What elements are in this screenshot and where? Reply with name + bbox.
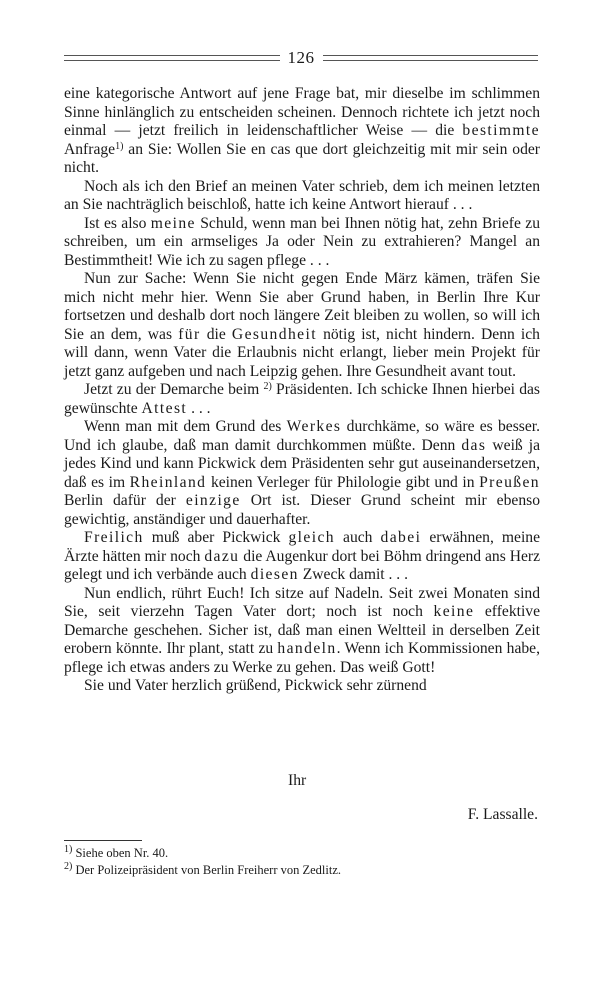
emphasized-text: Rheinland <box>129 473 207 491</box>
emphasized-text: Gesundheit <box>231 325 317 343</box>
footnote <box>64 862 341 879</box>
text-run: muß aber Pickwick <box>143 529 289 546</box>
text-run: Ort ist. Dieser Grund scheint mir ebenso gewichtig, anständiger und dauerhafter. <box>64 492 540 528</box>
paragraph <box>64 585 540 678</box>
closing-line: Sie und Vater herzlich grüßend, Pickwick sehr zürnend <box>84 677 427 694</box>
emphasized-text: Werkes <box>286 418 342 435</box>
emphasized-text: gleich <box>288 529 335 546</box>
emphasized-text: dabei <box>380 529 422 546</box>
header-rule-right <box>323 55 539 61</box>
header-rule-left <box>64 55 280 61</box>
emphasized-text: Preußen <box>479 473 540 491</box>
footnotes <box>64 845 341 879</box>
text-run: Ist es also <box>84 214 151 232</box>
page-header <box>64 46 538 70</box>
text-run: auch <box>335 529 381 546</box>
text-run: effektive Demarche geschehen. Sicher ist, daß man einen Weltteil in derselben Zeit erobern könnte. Ihr plant, statt zu <box>64 603 540 657</box>
paragraph <box>64 85 540 178</box>
text-run: die <box>200 325 232 343</box>
text-run: eine kategorische Antwort auf jene Frage bat, mir dieselbe im schlimmen Sinne hinlänglich zu entscheiden scheinen. Dennoch richtete ich jetzt noch einmal — jetzt freilich in leidenschaftlicher Weise — die <box>64 85 540 139</box>
footnote <box>64 845 341 862</box>
footnote-ref: 1) <box>115 140 124 152</box>
emphasized-text: Attest <box>141 399 188 417</box>
emphasized-text: das <box>461 436 487 454</box>
text-run: erwähnen, meine Ärzte hätten mir noch <box>64 529 541 565</box>
emphasized-text: keine <box>433 603 475 620</box>
emphasized-text: meine <box>150 214 196 232</box>
paragraph <box>64 270 540 381</box>
footnote-mark: 1) <box>64 844 73 855</box>
text-run: nötig ist, nicht hindern. Denn ich will dann, wenn Vater die Erlaubnis nicht erlangt, lieber mein Projekt für jetzt ganz aufgeben und nach Leipzig gehen. Ihre Gesundheit avant tout. <box>64 325 540 380</box>
text-run: die Augenkur dort bei Böhm dringend ans Herz gelegt und ich verbände auch <box>64 547 540 583</box>
text-run: Nun zur Sache: Wenn Sie nicht gegen Ende März kämen, träfen Sie mich nicht mehr hier. Wenn Sie aber Grund haben, in Berlin Ihre Kur fortsetzen und deshalb dort noch längere Zeit bleiben zu wollen, so will ich Sie an dem, was <box>64 270 540 343</box>
emphasized-text: für <box>178 325 201 343</box>
text-run: Jetzt zu der Demarche beim <box>84 381 264 398</box>
closing-ihr: Ihr <box>288 772 307 789</box>
signature: F. Lassalle. <box>467 806 538 823</box>
text-run: Schuld, wenn man bei Ihnen nötig hat, zehn Briefe zu schreiben, um ein armseliges Ja oder Nein zu extrahieren? Mangel an Bestimmtheit! Wie ich zu sagen pflege . . . <box>64 214 540 269</box>
text-run: weiß ja jedes Kind und kann Pickwick dem Präsidenten sehr gut auseinandersetzen, daß es im <box>64 436 540 491</box>
emphasized-text: einzige <box>185 492 241 509</box>
paragraph <box>64 215 540 271</box>
footnote-text: Der Polizeipräsident von Berlin Freiherr von Zedlitz. <box>75 863 342 877</box>
emphasized-text: Freilich <box>84 529 144 546</box>
text-run: Präsidenten. Ich schicke Ihnen hierbei das gewünschte <box>64 381 540 417</box>
paragraph <box>64 178 540 215</box>
text-run: an Sie: Wollen Sie en cas que dort gleichzeitig mit mir sein oder nicht. <box>64 140 540 176</box>
emphasized-text: handeln <box>277 640 337 657</box>
paragraph <box>64 381 540 418</box>
emphasized-text: bestimmte <box>462 122 540 139</box>
emphasized-text: diesen <box>250 566 299 583</box>
text-run: Noch als ich den Brief an meinen Vater schrieb, dem ich meinen letzten an Sie nachträglich beischloß, hatte ich keine Antwort hierauf . . . <box>64 177 540 213</box>
footnote-mark: 2) <box>64 861 73 872</box>
text-run: Wenn man mit dem Grund des <box>84 418 287 435</box>
text-run: . . . <box>187 399 211 417</box>
text-run: keinen Verleger für Philologie gibt und in <box>206 473 480 491</box>
text-run: durchkäme, so wäre es besser. Und ich glaube, daß man damit durchkommen müßte. Denn <box>64 418 540 454</box>
emphasized-text: dazu <box>204 547 240 565</box>
page-number: 126 <box>287 48 315 67</box>
paragraph <box>64 418 540 529</box>
letter-body <box>64 85 540 696</box>
footnote-rule <box>64 840 142 841</box>
paragraph <box>64 529 540 585</box>
text-run: . Wenn ich Kommissionen habe, pflege ich etwas anders zu Werke zu gehen. Das weiß Gott! <box>64 640 540 676</box>
footnote-text: Siehe oben Nr. 40. <box>75 846 169 860</box>
text-run: Berlin dafür der <box>64 492 186 509</box>
footnote-ref: 2) <box>263 381 272 392</box>
text-run: Nun endlich, rührt Euch! Ich sitze auf Nadeln. Seit zwei Monaten sind Sie, seit vierzehn Tagen Vater dort; noch ist noch <box>64 584 540 620</box>
text-run: Zweck damit . . . <box>298 566 409 583</box>
text-run: Anfrage <box>64 140 116 158</box>
